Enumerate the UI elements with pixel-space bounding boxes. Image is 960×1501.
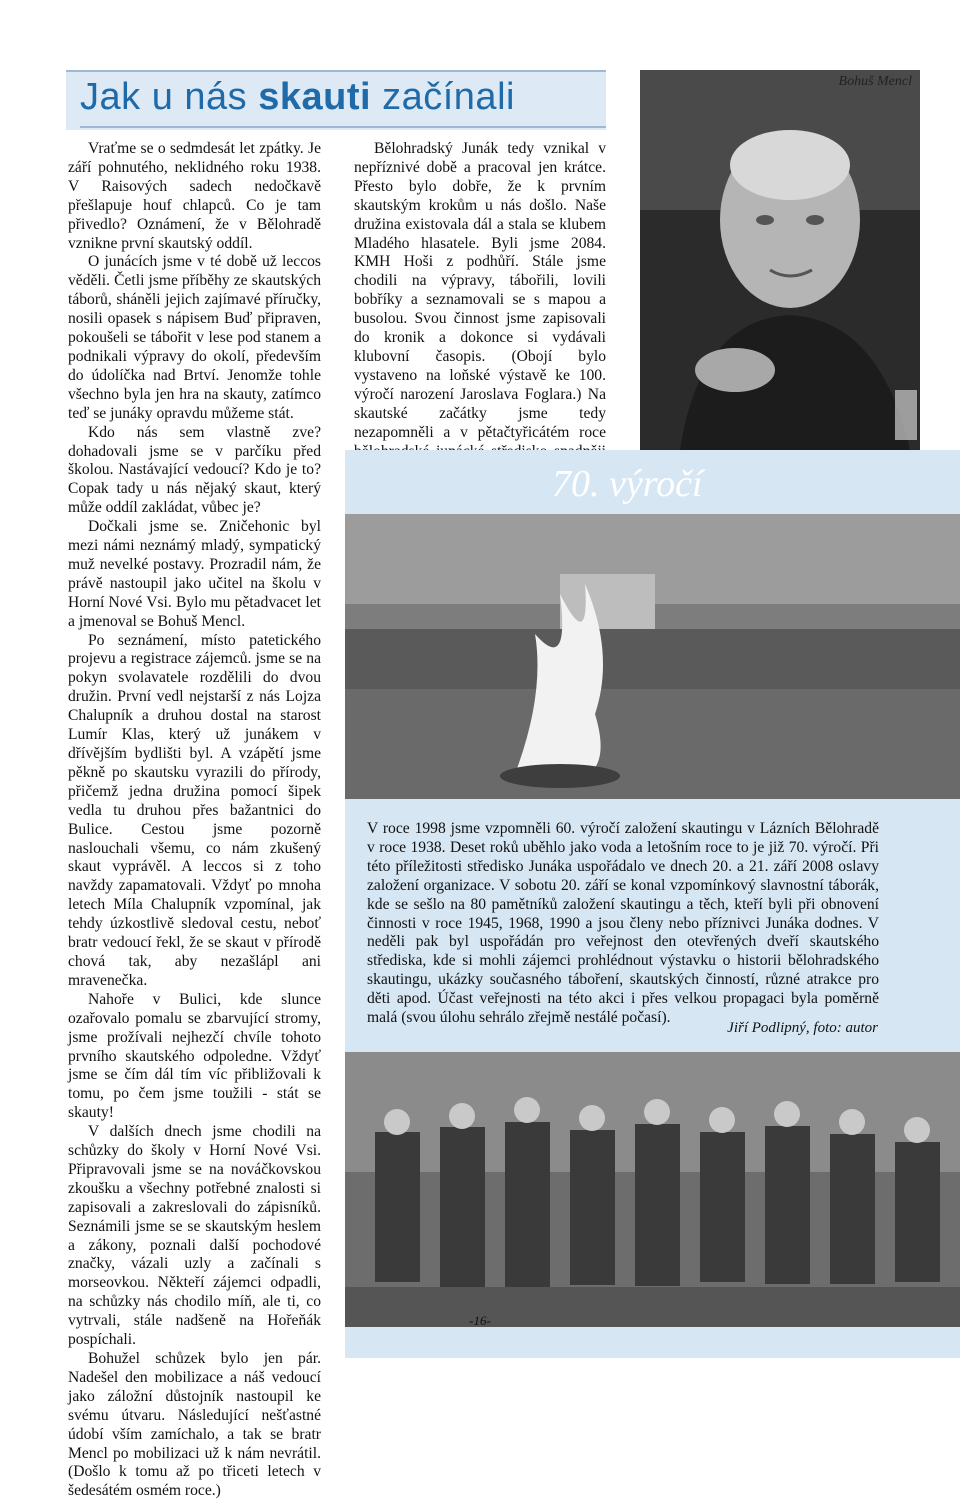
article-paragraph: Bělohradský Junák tedy vznikal v nepříznivé době a pracoval jen krátce. Přesto bylo dobře, že k prvním skautským krokům u nás došlo. Naše družina existovala dál a stala se klubem Mladého hlasatele. Byli jsme 2084. KMH Hoši z podhůří. Stále jsme chodili na výpravy, tábořili, lovili bobříky a seznamovali se s mapou a busolou. Svou činnost jsme zapisovali do kronik a dokonce si vydávali klubovní časopis. (Obojí bylo vystaveno na loňské výstavě ke 100. výročí narození Jaroslava Foglara.) Na skautské začátky jsme tedy nezapomněli a v pětačtyřicátém roce: [354, 140, 606, 441]
article-paragraph: Nahoře v Bulici, kde slunce ozařovalo pomalu se zbarvující stromy, jsme prožívali nejhezčí chvíle tohoto prvního skautského odpoledne. Vždyť jsme se čím dál tím víc přibližovali k tomu, po čem jsme toužili - stát se skauty!: [68, 990, 321, 1122]
page-title: Jak u nás skauti začínali: [80, 76, 515, 118]
article-paragraph: Bohužel schůzek bylo jen pár. Nadešel den mobilizace a náš vedoucí jako záložní důstojník nastoupil ke svému útvaru. Následující nešťastné údobí vším zamíchalo, a tak se bratr Mencl po mobilizaci už k nám nevrátil. (Došlo k tomu až po třiceti letech v šedesátém osmém roce.): [68, 1350, 321, 1500]
campfire-illustration: [345, 514, 960, 799]
anniversary-paragraph: V roce 1998 jsme vzpomněli 60. výročí založení skautingu v Lázních Bělohradě v roce 1938. Deset roků uběhlo jako voda a letošním roce to je již 70. výročí. Při této příležitosti středisko Junáka uspořádalo ve dnech 20. a 21. září 2008 oslavy založení organizace. V sobotu 20. září se konal vzpomínkový slavnostní táborák, kde se sešlo na 80 pamětníků založení skautingu a těch, kteří byli při obnovení činnosti v roce 1945, 1968, 1990 a jsou členy nebo příznivci Junáka dodnes. V neděli pak byl uspořádán pro veřejnost den otevřených dveří skautského střediska, kde si mohli zájemci prohlédnout výstavku o historii bělohradského skautingu, ukázky současného táboření, skautských činností, různé atrakce pro děti apod. Účast veřejnosti na této akci i přes velkou propagaci byla poměrně malá (svou úlohu sehrálo zřejmě nestálé počasí).: [367, 820, 879, 1027]
article-paragraph: Vraťme se o sedmdesát let zpátky. Je září pohnutého, neklidného roku 1938. V Raisových sadech nedočkavě přešlapuje houf chlapců. Co je tam přivedlo? Oznámení, že v Bělohradě vznikne první skautský oddíl.: [68, 140, 321, 252]
article-paragraph: V dalších dnech jsme chodili na schůzky do školy v Horní Nové Vsi. Připravovali jsme se na nováčkovskou zkoušku a všechny potřebné znalosti si zapisovali a zakreslovali do zápisníků. Seznámili jsme se se skautským heslem a zákony, poznali další pochodové značky, vázali uzly a začínali s morseovkou. Někteří zájemci odpadli, na schůzky nás chodilo míň, ale ti, co vytrvali, stále nadšeně na Hořeňák pospíchali.: [68, 1123, 321, 1349]
portrait-photo: [640, 70, 920, 450]
group-illustration: [345, 1052, 960, 1327]
article-paragraph: Kdo nás sem vlastně zve? dohadovali jsme se v parčíku před školou. Nastávající vedoucí? Kdo je to? Copak tady u nás nějaký skaut, který může oddíl zakládat, vůbec je?: [68, 423, 321, 517]
anniversary-title: 70. výročí: [552, 463, 703, 505]
article-paragraph: O junácích jsme v té době už leccos věděli. Četli jsme příběhy ze skautských táborů, sháněli jejich zajímavé příručky, nosili opasek s nápisem Buď připraven, pokoušeli se tábořit v lese pod stanem a podnikali výpravy do okolí, především do údolíčka nad Brtví. Jenomže tohle všechno byla jen hra na skauty, zatímco teď se junáky opravdu můžeme stát.: [68, 253, 321, 422]
campfire-photo: [345, 514, 960, 799]
group-photo: [345, 1052, 960, 1327]
portrait-caption: Bohuš Mencl: [838, 74, 912, 89]
anniversary-text: [367, 820, 879, 1028]
article-paragraph: Dočkali jsme se. Zničehonic byl mezi námi neznámý mladý, sympatický muž nevelké postavy. Prozradil nám, že právě nastoupil jako učitel na školu v Horní Nové Vsi. Bylo mu pětadvacet let a jmenoval se Bohuš Mencl.: [68, 518, 321, 630]
article-paragraph: Po seznámení, místo patetického projevu a registrace zájemců. jsme se na pokyn svolavatele rozdělili do dvou družin. První vedl nejstarší z nás Lojza Chalupník a druhou dostal na starost Lumír Klas, který už junákem v dřívějším bydlišti byl. A vzápětí jsme pěkně po skautsku vyrazili do přírody, přičemž jedna družina pomocí šipek vedla tu druhou přes bažantnici do Bulice. Cestou jsme pozorně naslouchali všemu, co nám zkušený skaut vyprávěl. A leccos si z toho navždy zapamatovali. Vždyť po mnoha letech Míla Chalupník vzpomínal, jak tehdy úzkostlivě sledoval cestu, neboť bratr vedoucí řekl, že se skaut v přírodě chová tak, aby nezašlápl ani mravenečka.: [68, 631, 321, 989]
page-number: -16-: [469, 1313, 491, 1328]
article-column-left: [68, 140, 321, 1501]
portrait-illustration: [640, 70, 920, 450]
title-banner: [66, 70, 606, 130]
anniversary-credit: Jiří Podlipný, foto: autor: [727, 1020, 878, 1036]
